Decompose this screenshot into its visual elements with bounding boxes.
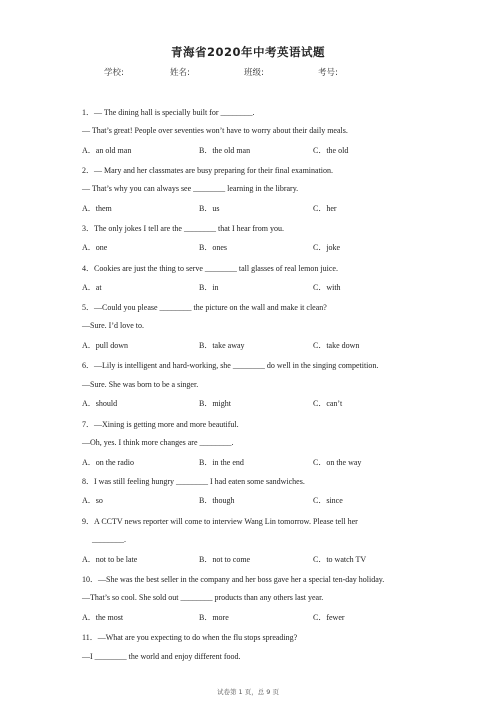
question-1-option-a[interactable]: A．an old man <box>82 146 132 155</box>
class-field-label: 班级: <box>244 68 264 78</box>
question-3-option-b[interactable]: B．ones <box>199 243 227 252</box>
question-7-stem: 7．—Xining is getting more and more beautiful. <box>82 420 239 429</box>
question-2-reply: — That’s why you can always see ________ learning in the library. <box>82 184 299 193</box>
question-1-stem: 1．— The dining hall is specially built for ________. <box>82 108 255 117</box>
question-10-option-b[interactable]: B．more <box>199 613 229 622</box>
question-5-option-a[interactable]: A．pull down <box>82 341 128 350</box>
question-6-reply: —Sure. She was born to be a singer. <box>82 380 199 389</box>
question-8-option-c[interactable]: C．since <box>313 496 343 505</box>
question-10-reply: —That’s so cool. She sold out ________ products than any others last year. <box>82 593 324 602</box>
question-4-option-c[interactable]: C．with <box>313 283 341 292</box>
question-9-stem: 9．A CCTV news reporter will come to interview Wang Lin tomorrow. Please tell her <box>82 517 358 526</box>
question-5-reply: —Sure. I’d love to. <box>82 321 144 330</box>
question-7-option-c[interactable]: C．on the way <box>313 458 362 467</box>
name-field-label: 姓名: <box>170 68 190 78</box>
question-2-option-a[interactable]: A．them <box>82 204 112 213</box>
question-6-option-a[interactable]: A．should <box>82 399 118 408</box>
question-9-continuation: ________. <box>92 535 126 544</box>
question-8-option-b[interactable]: B．though <box>199 496 235 505</box>
question-7-reply: —Oh, yes. I think more changes are ________. <box>82 438 234 447</box>
question-2-option-c[interactable]: C．her <box>313 204 337 213</box>
question-11-stem: 11．—What are you expecting to do when the flu stops spreading? <box>82 633 298 642</box>
question-5-stem: 5．—Could you please ________ the picture on the wall and make it clean? <box>82 303 327 312</box>
question-10-option-a[interactable]: A．the most <box>82 613 124 622</box>
question-1-option-b[interactable]: B．the old man <box>199 146 251 155</box>
question-9-option-b[interactable]: B．not to come <box>199 555 251 564</box>
question-6-option-b[interactable]: B．might <box>199 399 232 408</box>
question-5-option-c[interactable]: C．take down <box>313 341 360 350</box>
school-field-label: 学校: <box>104 68 124 78</box>
question-6-option-c[interactable]: C．can’t <box>313 399 343 408</box>
question-1-reply: — That’s great! People over seventies won’t have to worry about their daily meals. <box>82 126 348 135</box>
question-8-option-a[interactable]: A．so <box>82 496 103 505</box>
question-11-reply: —I ________ the world and enjoy different food. <box>82 652 241 661</box>
question-7-option-b[interactable]: B．in the end <box>199 458 244 467</box>
question-3-option-c[interactable]: C．joke <box>313 243 341 252</box>
page-footer: 试卷第 1 页，总 9 页 <box>216 688 280 696</box>
question-4-stem: 4．Cookies are just the thing to serve ________ tall glasses of real lemon juice. <box>82 264 338 273</box>
number-field-label: 考号: <box>318 68 338 78</box>
question-3-stem: 3．The only jokes I tell are the ________ that I hear from you. <box>82 224 284 233</box>
question-2-option-b[interactable]: B．us <box>199 204 220 213</box>
question-3-option-a[interactable]: A．one <box>82 243 108 252</box>
question-2-stem: 2．— Mary and her classmates are busy preparing for their final examination. <box>82 166 334 175</box>
question-6-stem: 6．—Lily is intelligent and hard-working, she ________ do well in the singing competition. <box>82 361 379 370</box>
question-5-option-b[interactable]: B．take away <box>199 341 245 350</box>
question-8-stem: 8．I was still feeling hungry ________ I had eaten some sandwiches. <box>82 477 305 486</box>
question-7-option-a[interactable]: A．on the radio <box>82 458 134 467</box>
question-9-option-c[interactable]: C．to watch TV <box>313 555 367 564</box>
question-4-option-a[interactable]: A．at <box>82 283 102 292</box>
question-10-stem: 10．—She was the best seller in the company and her boss gave her a special ten-day holiday. <box>82 575 385 584</box>
question-9-option-a[interactable]: A．not to be late <box>82 555 138 564</box>
page-title: 青海省2020年中考英语试题 <box>170 45 325 59</box>
question-4-option-b[interactable]: B．in <box>199 283 219 292</box>
question-1-option-c[interactable]: C．the old <box>313 146 349 155</box>
question-10-option-c[interactable]: C．fewer <box>313 613 345 622</box>
